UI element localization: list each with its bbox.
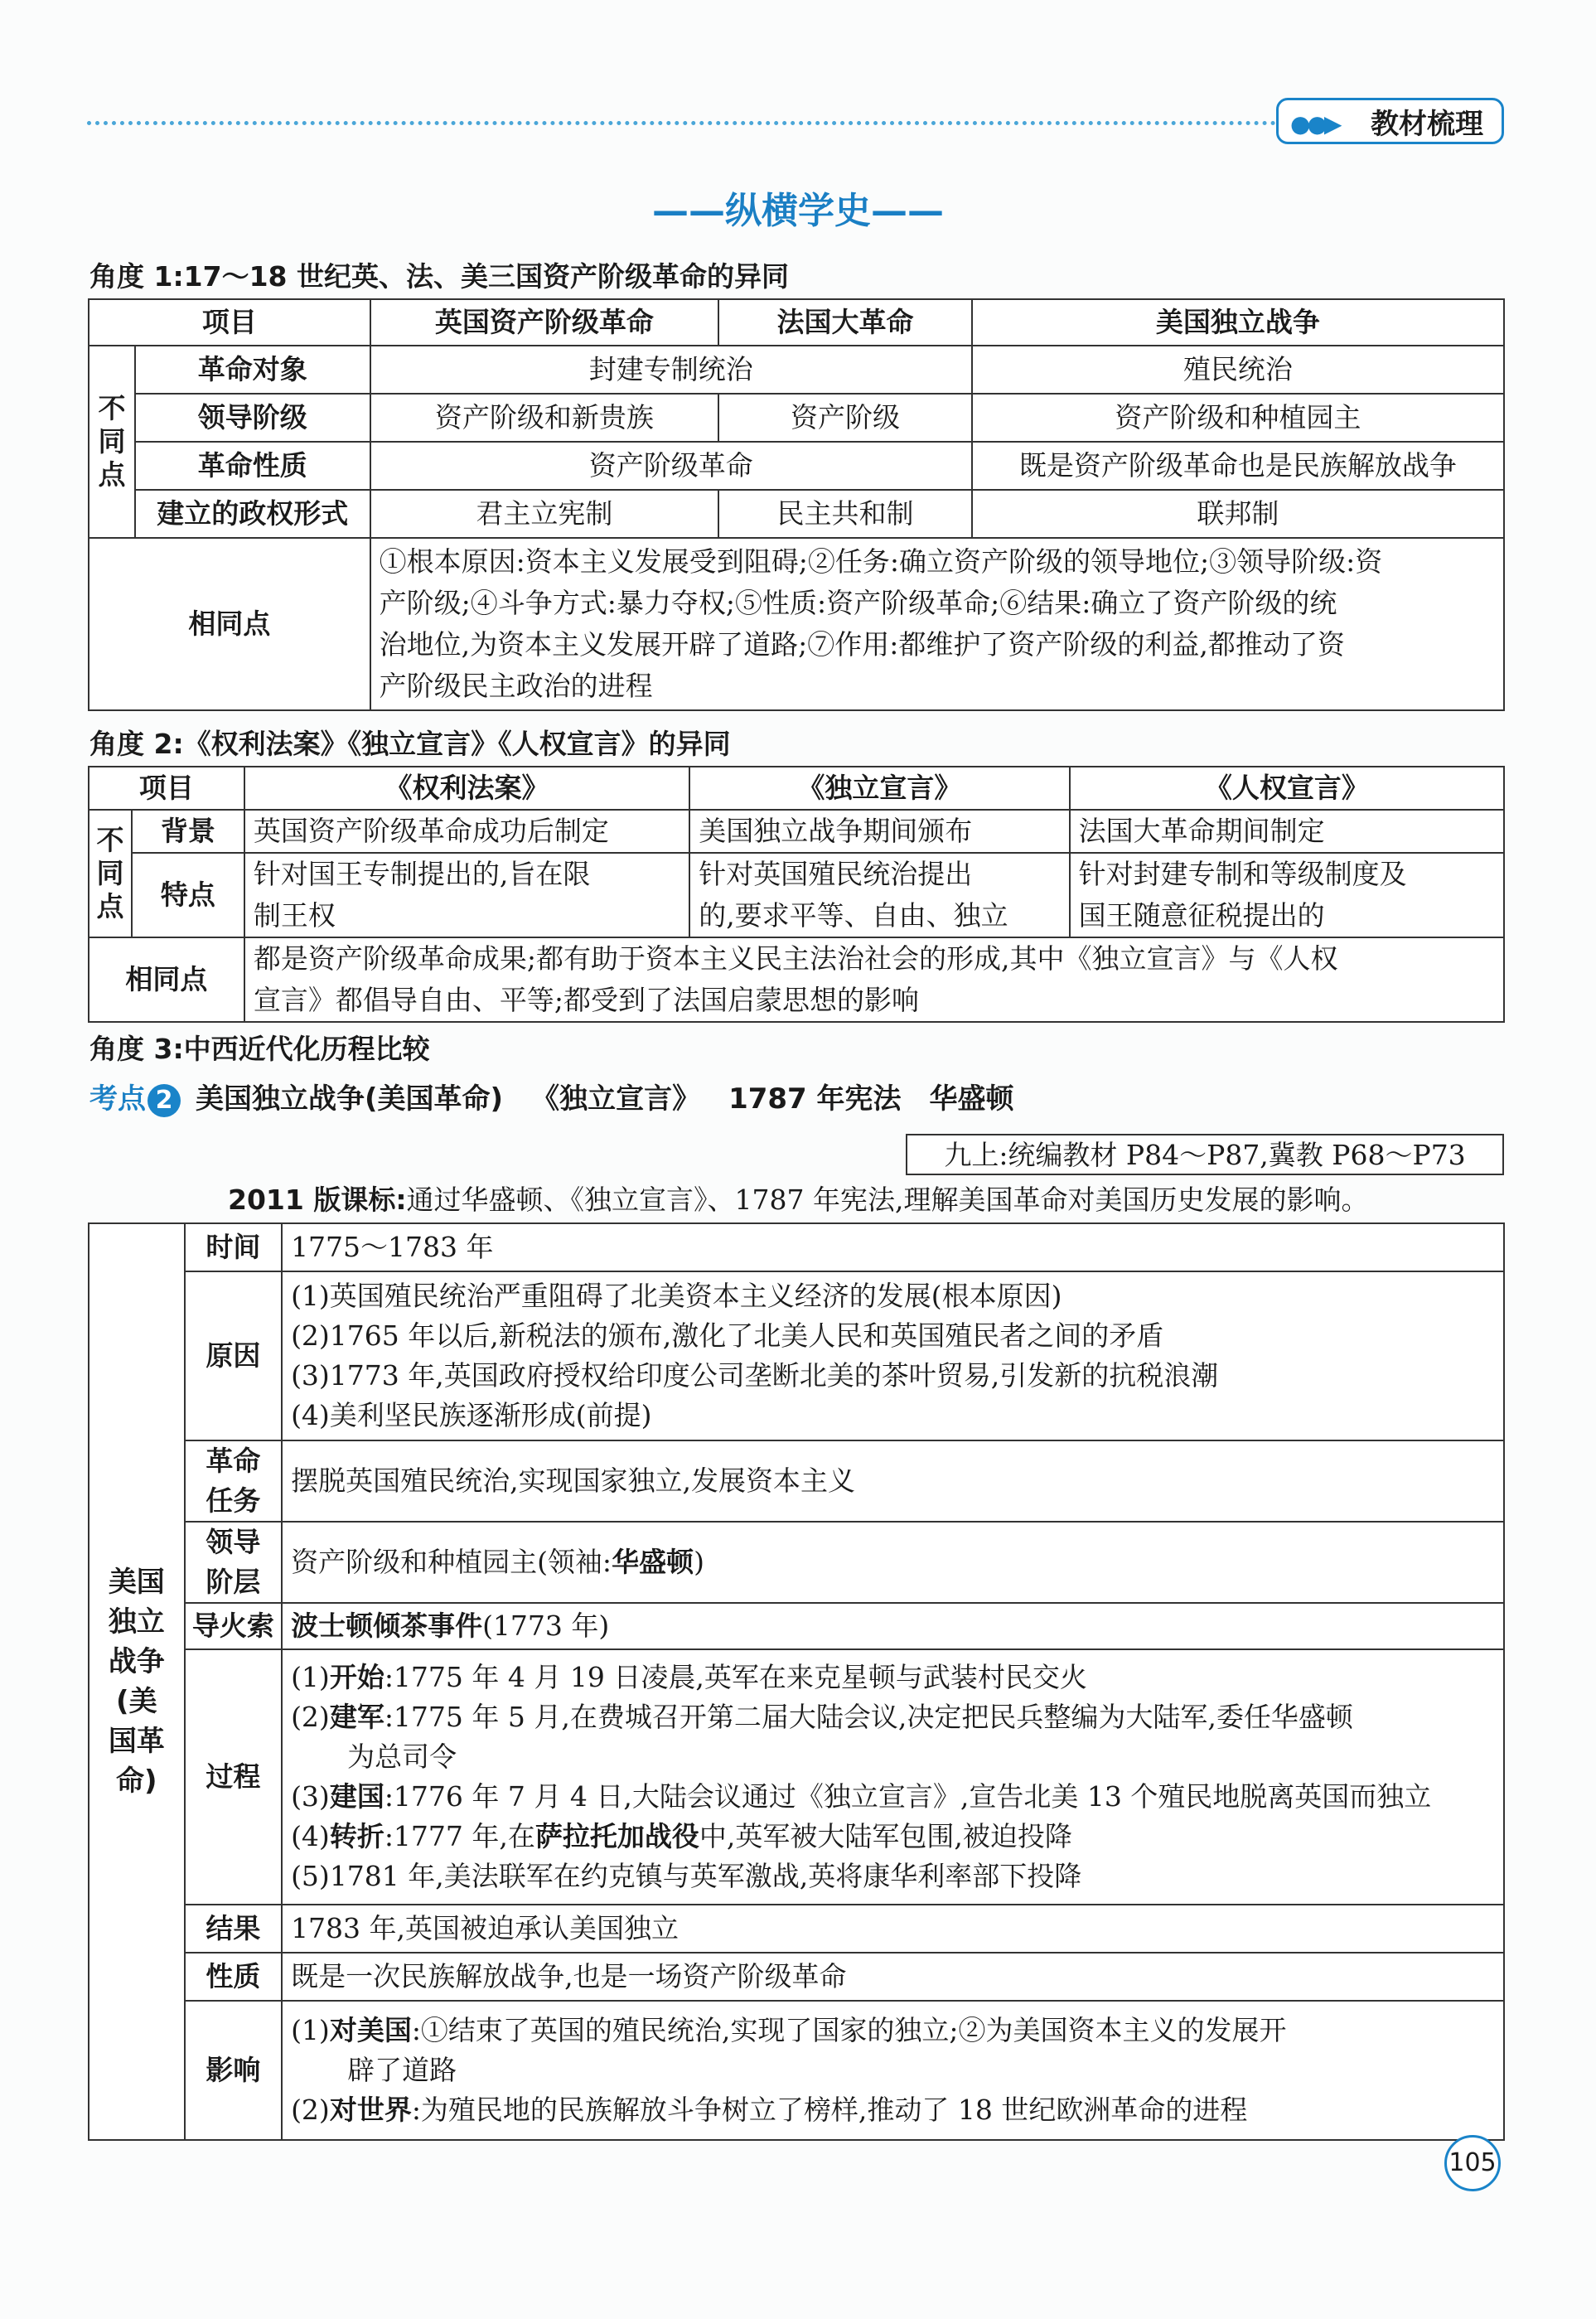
cell-value: 联邦制 — [972, 490, 1504, 538]
cell-value: 法国大革命期间制定 — [1070, 810, 1504, 853]
cell-value: 资产阶级 — [718, 394, 972, 442]
kaodian-item: 华盛顿 — [929, 1082, 1014, 1116]
col-header-independence: 《独立宣言》 — [689, 767, 1069, 810]
diff-label: 不同点 — [89, 810, 132, 937]
textbook-reference: 九上:统编教材 P84～P87,冀教 P68～P73 — [906, 1134, 1504, 1175]
kaodian-label: 考点 — [89, 1082, 146, 1116]
impact-text: (1)对美国:①结束了英国的殖民统治,实现了国家的独立;②为美国资本主义的发展开 辟了道路 (2)对世界:为殖民地的民族解放斗争树立了榜样,推动了 18 世纪欧洲革命的进程 — [282, 2001, 1504, 2140]
angle1-table — [88, 298, 1505, 711]
col-header-item: 项目 — [89, 299, 370, 346]
cell-value: 民主共和制 — [718, 490, 972, 538]
kaodian-item: 1787 年宪法 — [728, 1082, 902, 1116]
cell-value: 殖民统治 — [972, 346, 1504, 394]
col-header-rights: 《人权宣言》 — [1070, 767, 1504, 810]
angle3-heading: 角度 3:中西近代化历程比较 — [89, 1033, 430, 1065]
section-tag — [1276, 98, 1504, 144]
cell-value: 针对国王专制提出的,旨在限 制王权 — [244, 853, 689, 937]
task-label: 革命 任务 — [185, 1440, 282, 1522]
kaodian-item: 《独立宣言》 — [531, 1082, 701, 1116]
fuse-label: 导火索 — [185, 1603, 282, 1649]
row-label: 革命对象 — [135, 346, 370, 394]
col-header-fr: 法国大革命 — [718, 299, 972, 346]
row-label: 建立的政权形式 — [135, 490, 370, 538]
result-label: 结果 — [185, 1905, 282, 1953]
same-text: ①根本原因:资本主义发展受到阻碍;②任务:确立资产阶级的领导地位;③领导阶级:资 产阶级;④斗争方式:暴力夺权;⑤性质:资产阶级革命;⑥结果:确立了资产阶级的统 治地位,为资本主义发展开辟了道路;⑦作用:都维护了资产阶级的利益,都推动了资 产阶级民主政治的进程 — [370, 538, 1504, 710]
row-label: 革命性质 — [135, 442, 370, 490]
same-label: 相同点 — [89, 937, 244, 1022]
leader-label: 领导 阶层 — [185, 1522, 282, 1603]
result-value: 1783 年,英国被迫承认美国独立 — [282, 1905, 1504, 1953]
cell-value: 封建专制统治 — [370, 346, 972, 394]
leader-value: 资产阶级和种植园主(领袖:华盛顿) — [282, 1522, 1504, 1603]
curriculum-standard: 2011 版课标:通过华盛顿、《独立宣言》、1787 年宪法,理解美国革命对美国历史发展的影响。 — [228, 1184, 1369, 1216]
diff-label: 不同点 — [89, 346, 135, 538]
page-title: ——纵横学史—— — [652, 190, 944, 232]
cell-value: 美国独立战争期间颁布 — [689, 810, 1069, 853]
col-header-uk: 英国资产阶级革命 — [370, 299, 718, 346]
causes-label: 原因 — [185, 1271, 282, 1440]
cell-value: 君主立宪制 — [370, 490, 718, 538]
angle2-heading: 角度 2:《权利法案》《独立宣言》《人权宣言》的异同 — [89, 728, 731, 760]
time-label: 时间 — [185, 1223, 282, 1271]
impact-label: 影响 — [185, 2001, 282, 2140]
cell-value: 英国资产阶级革命成功后制定 — [244, 810, 689, 853]
same-label: 相同点 — [89, 538, 370, 710]
page-number: 105 — [1444, 2135, 1501, 2191]
cell-value: 资产阶级和新贵族 — [370, 394, 718, 442]
angle2-table — [88, 766, 1505, 1023]
process-text: (1)开始:1775 年 4 月 19 日凌晨,英军在来克星顿与武装村民交火 (2)建军:1775 年 5 月,在费城召开第二届大陆会议,决定把民兵整编为大陆军,委任华盛顿 为总司令 (3)建国:1776 年 7 月 4 日,大陆会议通过《独立宣言》,宣告北美 13 个殖民地脱离英国而独立 (4)转折:1777 年,在萨拉托加战役中,英军被大陆军包围,被迫投降 (5)1781 年,美法联军在约克镇与英军激战,英将康华利率部下投降 — [282, 1649, 1504, 1905]
kaodian-line — [89, 1076, 1042, 1117]
time-value: 1775～1783 年 — [282, 1223, 1504, 1271]
war-side-label: 美国 独立 战争 (美 国革 命) — [89, 1223, 185, 2140]
task-value: 摆脱英国殖民统治,实现国家独立,发展资本主义 — [282, 1440, 1504, 1522]
nature-label: 性质 — [185, 1953, 282, 2001]
cell-value: 针对英国殖民统治提出 的,要求平等、自由、独立 — [689, 853, 1069, 937]
nature-value: 既是一次民族解放战争,也是一场资产阶级革命 — [282, 1953, 1504, 2001]
cell-value: 既是资产阶级革命也是民族解放战争 — [972, 442, 1504, 490]
col-header-item: 项目 — [89, 767, 244, 810]
war-table — [88, 1222, 1505, 2141]
row-label: 领导阶级 — [135, 394, 370, 442]
header-dotted-rule — [87, 121, 1276, 125]
section-tag-label: 教材梳理 — [1371, 107, 1483, 141]
fuse-value: 波士顿倾茶事件(1773 年) — [282, 1603, 1504, 1649]
row-label: 背景 — [132, 810, 244, 853]
cell-value: 资产阶级和种植园主 — [972, 394, 1504, 442]
causes-text: (1)英国殖民统治严重阻碍了北美资本主义经济的发展(根本原因) (2)1765 年以后,新税法的颁布,激化了北美人民和英国殖民者之间的矛盾 (3)1773 年,英国政府授权给印度公司垄断北美的茶叶贸易,引发新的抗税浪潮 (4)美利坚民族逐渐形成(前提) — [282, 1271, 1504, 1440]
kaodian-item: 美国独立战争(美国革命) — [196, 1082, 504, 1116]
row-label: 特点 — [132, 853, 244, 937]
cell-value: 针对封建专制和等级制度及 国王随意征税提出的 — [1070, 853, 1504, 937]
col-header-bill: 《权利法案》 — [244, 767, 689, 810]
arrow-icon: ●●▶ — [1290, 110, 1339, 138]
col-header-us: 美国独立战争 — [972, 299, 1504, 346]
same-text: 都是资产阶级革命成果;都有助于资本主义民主法治社会的形成,其中《独立宣言》与《人权 宣言》都倡导自由、平等;都受到了法国启蒙思想的影响 — [244, 937, 1504, 1022]
cell-value: 资产阶级革命 — [370, 442, 972, 490]
process-label: 过程 — [185, 1649, 282, 1905]
angle1-heading: 角度 1:17～18 世纪英、法、美三国资产阶级革命的异同 — [89, 260, 789, 293]
kaodian-number: 2 — [148, 1084, 181, 1117]
